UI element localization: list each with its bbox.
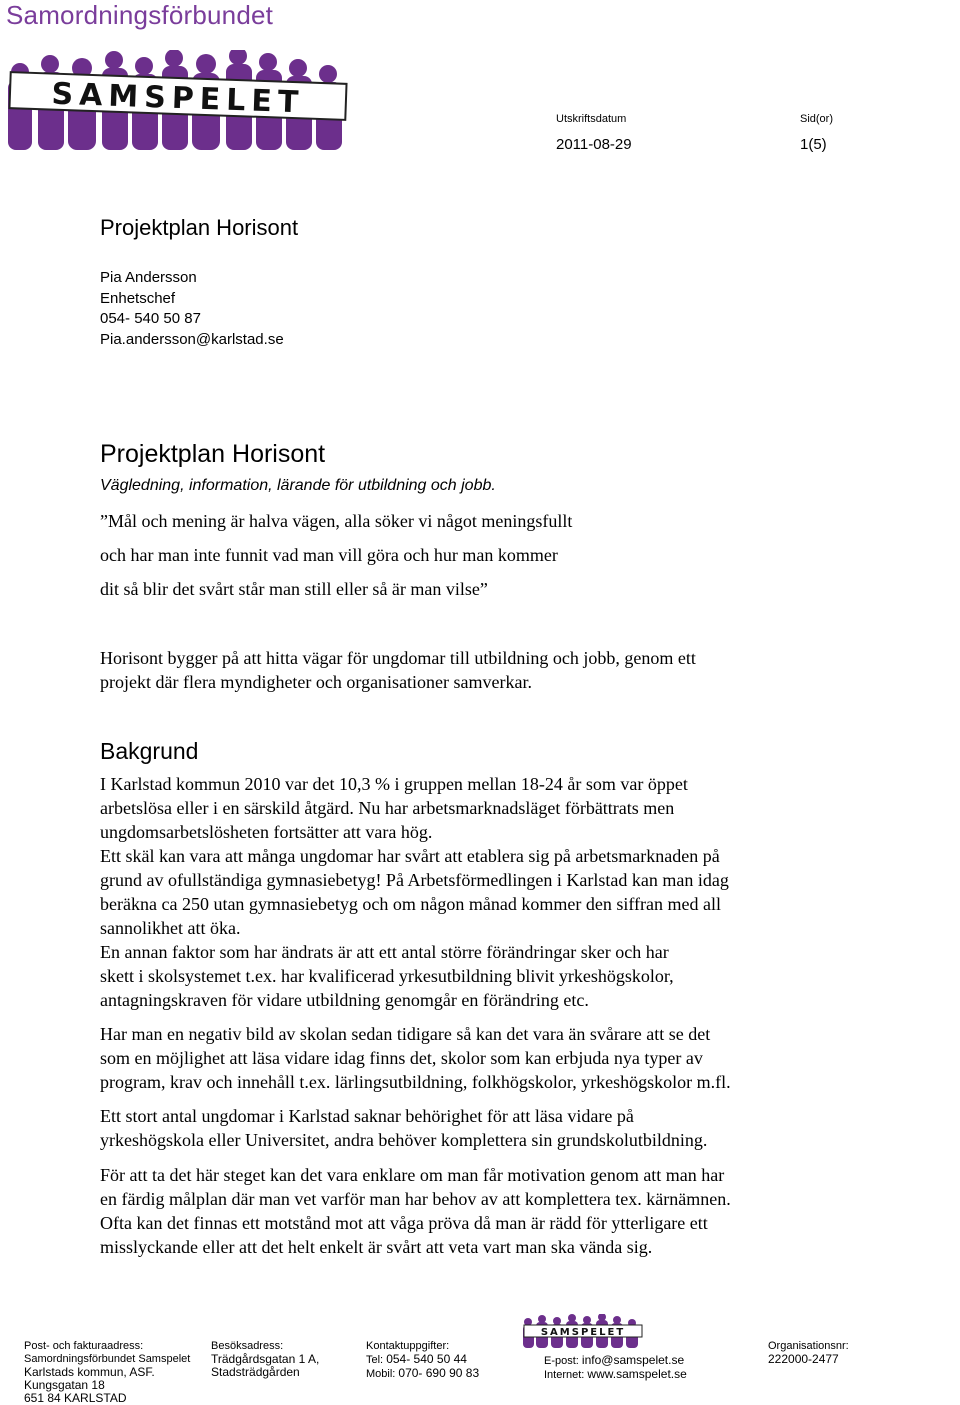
author-role: Enhetschef [100,289,176,307]
quote-line: dit så blir det svårt står man still eller så är man vilse” [100,579,488,599]
text-line: Ofta kan det finnas ett motstånd mot att våga pröva då man är rädd för ytterligare ett [100,1213,708,1233]
footer-line: Karlstads kommun, ASF. [24,1365,155,1379]
document-title: Projektplan Horisont [100,215,299,240]
footer-label: Organisationsnr: [768,1340,849,1352]
author-email: Pia.andersson@karlstad.se [100,330,284,348]
mobile-label: Mobil: [366,1368,396,1380]
footer-line: Trädgårdsgatan 1 A, [211,1352,320,1366]
email-link[interactable]: info@samspelet.se [581,1353,685,1367]
author-name: Pia Andersson [100,269,197,286]
text-line: skett i skolsystemet t.ex. har kvalificerad yrkesutbildning blivit yrkeshögskolor, [100,966,674,986]
footer-line: 651 84 KARLSTAD [24,1391,127,1405]
quote-line: ”Mål och mening är halva vägen, alla söker vi något meningsfullt [100,511,573,531]
mobile-number: 070- 690 90 83 [398,1366,480,1380]
samspelet-logo [2,50,358,158]
footer-web [544,1354,687,1382]
footer-postal-address [24,1340,190,1405]
internet-label: Internet: [544,1369,585,1381]
text-line: antagningskraven för vidare utbildning genomgår en förändring etc. [100,990,589,1010]
background-paragraph-2 [100,1022,731,1094]
quote-line: och har man inte funnit vad man vill göra och hur man kommer [100,545,558,565]
text-line: yrkeshögskola eller Universitet, andra behöver komplettera sin grundskolutbildning. [100,1130,708,1150]
background-paragraph-3 [100,1104,707,1152]
logo-text: SAMSPELET [50,76,305,121]
text-line: Ett skäl kan vara att många ungdomar har svårt att etablera sig på arbetsmarknaden på [100,846,720,866]
text-line: ungdomsarbetslösheten fortsätter att vara hög. [100,822,433,842]
background-heading: Bakgrund [100,738,199,764]
footer-label: Besöksadress: [211,1340,284,1352]
quote-block [100,504,572,606]
background-paragraph-4 [100,1163,731,1259]
footer-visit-address [211,1340,319,1379]
footer-line: Samordningsförbundet Samspelet [24,1353,191,1365]
footer-line: Kungsgatan 18 [24,1378,105,1392]
text-line: En annan faktor som har ändrats är att ett antal större förändringar sker och har [100,942,669,962]
footer-label: Kontaktuppgifter: [366,1340,450,1352]
text-line: Har man en negativ bild av skolan sedan tidigare så kan det vara än svårare att se det [100,1024,711,1044]
text-line: Horisont bygger på att hitta vägar för ungdomar till utbildning och jobb, genom ett [100,648,696,668]
text-line: För att ta det här steget kan det vara enklare om man får motivation genom att man har [100,1165,725,1185]
author-phone: 054- 540 50 87 [100,310,201,327]
email-label: E-post: [544,1355,579,1367]
text-line: projekt där flera myndigheter och organisationer samverkar. [100,672,533,692]
organization-name: Samordningsförbundet [6,0,274,30]
org-number: 222000-2477 [768,1352,839,1366]
footer-logo-text: SAMSPELET [540,1327,626,1338]
text-line: beräkna ca 250 utan gymnasiebetyg och om någon månad kommer den siffran med all [100,894,721,914]
print-date-label: Utskriftsdatum [556,113,627,125]
print-date: 2011-08-29 [556,136,632,153]
text-line: I Karlstad kommun 2010 var det 10,3 % i gruppen mellan 18-24 år som var öppet [100,774,688,794]
page-number: 1(5) [800,136,827,153]
page-label: Sid(or) [800,113,834,125]
intro-paragraph [100,646,696,694]
footer-line: Stadsträdgården [211,1365,300,1379]
section-title: Projektplan Horisont [100,440,326,468]
text-line: misslyckande eller att det helt enkelt är svårt att veta vart man ska vända sig. [100,1237,653,1257]
text-line: en färdig målplan där man vet varför man har behov av att komplettera tex. kärnämnen. [100,1189,731,1209]
section-subtitle: Vägledning, information, lärande för utbildning och jobb. [100,477,496,494]
footer-label: Post- och fakturaadress: [24,1340,144,1352]
text-line: grund av ofullständiga gymnasiebetyg! På Arbetsförmedlingen i Karlstad kan man idag [100,870,729,890]
author-block [100,268,284,350]
text-line: program, krav och innehåll t.ex. lärlingsutbildning, folkhögskolor, yrkeshögskolor m.fl. [100,1072,731,1092]
text-line: Ett stort antal ungdomar i Karlstad saknar behörighet för att läsa vidare på [100,1106,634,1126]
footer-contact [366,1340,479,1381]
text-line: som en möjlighet att läsa vidare idag finns det, skolor som kan erbjuda nya typer av [100,1048,703,1068]
footer-org-number [768,1340,849,1366]
tel-number: 054- 540 50 44 [386,1352,467,1366]
background-paragraph-1 [100,772,729,1012]
website-link[interactable]: www.samspelet.se [587,1367,687,1381]
footer-logo [520,1314,646,1348]
text-line: sannolikhet att öka. [100,918,241,938]
tel-label: Tel: [366,1354,384,1366]
text-line: arbetslösa eller i en särskild åtgärd. Nu har arbetsmarknadsläget förbättrats men [100,798,675,818]
